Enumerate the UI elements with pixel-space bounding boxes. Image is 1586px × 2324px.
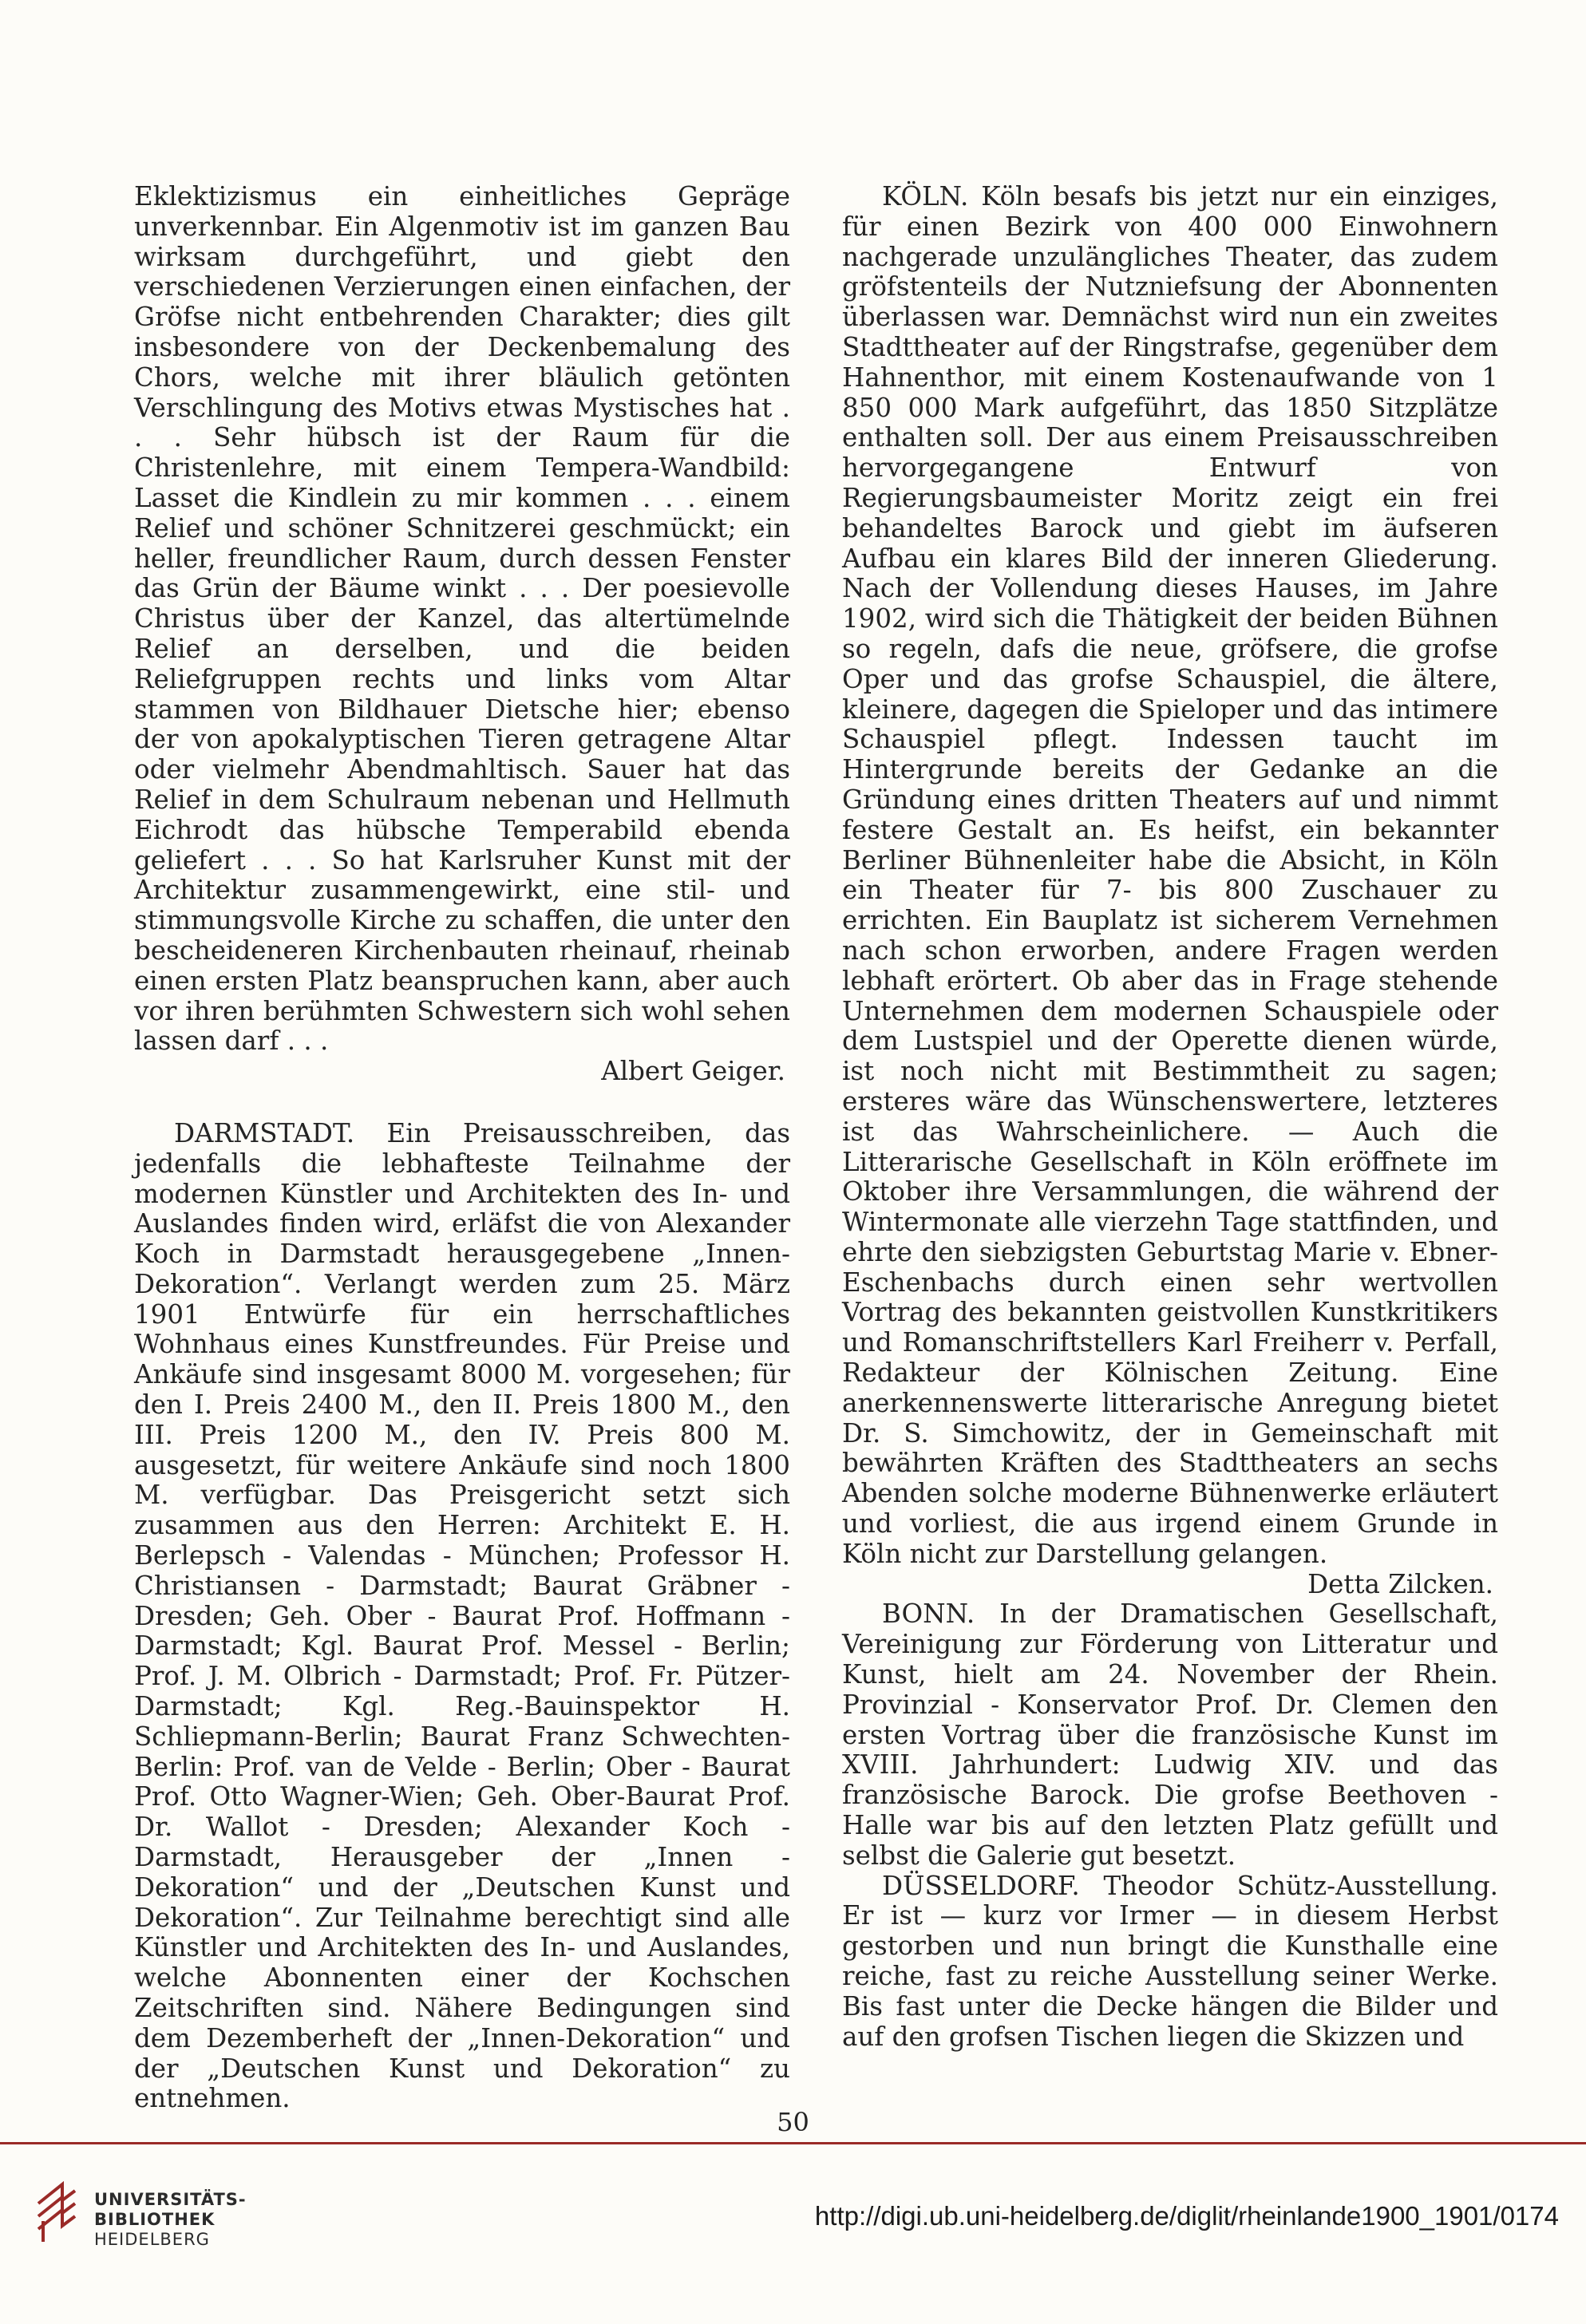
signature: Albert Geiger. xyxy=(601,1056,785,1087)
article-text: Eklektizismus ein einheitliches Gepräge unverkennbar. Ein Algenmotiv ist im ganzen Bau wirksam durchgeführt, und giebt den verschiedenen Verzierungen einen einfachen, der Gröfse nicht entbehrenden Charakter; dies gilt insbesondere von der Deckenbemalung des Chors, welche mit ihrer bläulich getönten Verschlingung des Motivs etwas Mystisches hat . . . Sehr hübsch ist der Raum für die Christenlehre, mit einem Tempera-Wandbild: Lasset die Kindlein zu mir kommen . . . einem Relief und schöner Schnitzerei geschmückt; ein heller, freundlicher Raum, durch dessen Fenster das Grün der Bäume winkt . . . Der poesievolle Christus über der Kanzel, das altertümelnde Relief an derselben, und die beiden Reliefgruppen rechts und links vom Altar stammen von Bildhauer Dietsche hier; ebenso der von apokalyptischen Tieren getragene Altar oder vielmehr Abendmahltisch. Sauer hat das Relief in dem Schulraum nebenan und Hellmuth Eichrodt das hübsche Temperabild ebenda geliefert . . . So hat Karlsruher Kunst mit der Architektur zusammengewirkt, eine stil- und stimmungsvolle Kirche zu schaffen, die unter den bescheideneren Kirchenbauten rheinauf, rheinab einen ersten Platz beanspruchen kann, aber auch vor ihren berühmten Schwestern sich wohl sehen lassen darf . . . xyxy=(134,181,790,1057)
article-bonn: BONN. In der Dramatischen Gesellschaft, Vereinigung zur Förderung von Litteratur und Kunst, hielt am 24. November der Rhein. Provinzial - Konservator Prof. Dr. Clemen den ersten Vortrag über die französische Kunst im XVIII. Jahrhundert: Ludwig XIV. und das französische Barock. Die grofse Beethoven - Halle war bis auf den letzten Platz gefüllt und selbst die Galerie gut besetzt. xyxy=(842,1599,1498,1871)
article-duesseldorf: DÜSSELDORF. Theodor Schütz-Ausstellung. Er ist — kurz vor Irmer — in diesem Herbst gestorben und nun bringt die Kunsthalle eine reiche, fast zu reiche Ausstellung seiner Werke. Bis fast unter die Decke hängen die Bilder und auf den grofsen Tischen liegen die Skizzen und xyxy=(842,1870,1498,2052)
library-name-line: UNIVERSITÄTS- xyxy=(94,2190,247,2209)
article-darmstadt: DARMSTADT. Ein Preisausschreiben, das jedenfalls die lebhafteste Teilnahme der modernen Künstler und Architekten des In- und Auslandes finden wird, erläfst die von Alexander Koch in Darmstadt herausgegebene „Innen-Dekoration“. Verlangt werden zum 25. März 1901 Entwürfe für ein herrschaftliches Wohnhaus eines Kunstfreundes. Für Preise und Ankäufe sind insgesamt 8000 M. vorgesehen; für den I. Preis 2400 M., den II. Preis 1800 M., den III. Preis 1200 M., den IV. Preis 800 M. ausgesetzt, für weitere Ankäufe sind noch 1800 M. verfügbar. Das Preisgericht setzt sich zusammen aus den Herren: Architekt E. H. Berlepsch - Valendas - München; Professor H. Christiansen - Darmstadt; Baurat Gräbner - Dresden; Geh. Ober - Baurat Prof. Hoffmann - Darmstadt; Kgl. Baurat Prof. Messel - Berlin; Prof. J. M. Olbrich - Darmstadt; Prof. Fr. Pützer-Darmstadt; Kgl. Reg.-Bauinspektor H. Schliepmann-Berlin; Baurat Franz Schwechten-Berlin: Prof. van de Velde - Berlin; Ober - Baurat Prof. Otto Wagner-Wien; Geh. Ober-Baurat Prof. Dr. Wallot - Dresden; Alexander Koch - Darmstadt, Herausgeber der „Innen - Dekoration“ und der „Deutschen Kunst und Dekoration“. Zur Teilnahme berechtigt sind alle Künstler und Architekten des In- und Auslandes, welche Abonnenten einer der Kochschen Zeitschriften sind. Nähere Bedingungen sind dem Dezemberheft der „Innen-Dekoration“ und der „Deutschen Kunst und Dekoration“ zu entnehmen. xyxy=(134,1117,790,2114)
library-name-line: BIBLIOTHEK xyxy=(94,2210,216,2229)
left-column xyxy=(134,182,790,2114)
source-url-link[interactable]: http://digi.ub.uni-heidelberg.de/diglit/rheinlande1900_1901/0174 xyxy=(814,2201,1559,2231)
right-column xyxy=(842,182,1498,2052)
university-library-logo-icon xyxy=(35,2181,83,2245)
page-number: 50 xyxy=(777,2107,809,2137)
library-name xyxy=(94,2190,247,2250)
signature: Detta Zilcken. xyxy=(1307,1568,1493,1599)
footer-divider xyxy=(0,2142,1586,2144)
library-name-line: HEIDELBERG xyxy=(94,2230,210,2249)
article-koeln: KÖLN. Köln besafs bis jetzt nur ein einziges, für einen Bezirk von 400 000 Einwohnern nachgerade unzulängliches Theater, das zudem gröfstenteils der Nutzniefsung der Abonnenten überlassen war. Demnächst wird nun ein zweites Stadttheater auf der Ringstrafse, gegenüber dem Hahnenthor, mit einem Kostenaufwande von 1 850 000 Mark aufgeführt, das 1850 Sitzplätze enthalten soll. Der aus einem Preisausschreiben hervorgegangene Entwurf von Regierungsbaumeister Moritz zeigt ein frei behandeltes Barock und giebt im äufseren Aufbau ein klares Bild der inneren Gliederung. Nach der Vollendung dieses Hauses, im Jahre 1902, wird sich die Thätigkeit der beiden Bühnen so regeln, dafs die neue, gröfsere, die grofse Oper und das grofse Schauspiel, die ältere, kleinere, dagegen die Spieloper und das intimere Schauspiel pflegt. Indessen taucht im Hintergrunde bereits der Gedanke an die Gründung eines dritten Theaters auf und nimmt festere Gestalt an. Es heifst, ein bekannter Berliner Bühnenleiter habe die Absicht, in Köln ein Theater für 7- bis 800 Zuschauer zu errichten. Ein Bauplatz ist sicherem Vernehmen nach schon erworben, andere Fragen werden lebhaft erörtert. Ob aber das in Frage stehende Unternehmen dem modernen Schauspiele oder dem Lustspiel und der Operette dienen würde, ist noch nicht mit Bestimmtheit zu sagen; ersteres wäre das Wünschenswertere, letzteres ist das Wahrscheinlichere. — Auch die Litterarische Gesellschaft in Köln eröffnete im Oktober ihre Versammlungen, die während der Wintermonate alle vierzehn Tage stattfinden, und ehrte den siebzigsten Geburtstag Marie v. Ebner-Eschenbachs durch einen sehr wertvollen Vortrag des bekannten geistvollen Kunstkritikers und Romanschriftstellers Karl Freiherr v. Perfall, Redakteur der Kölnischen Zeitung. Eine anerkennenswerte litterarische Anregung bietet Dr. S. Simchowitz, der in Gemeinschaft mit bewährten Kräften des Stadttheaters an sechs Abenden solche moderne Bühnenwerke erläutert und vorliest, die aus irgend einem Grunde in Köln nicht zur Darstellung gelangen. xyxy=(842,181,1498,1569)
